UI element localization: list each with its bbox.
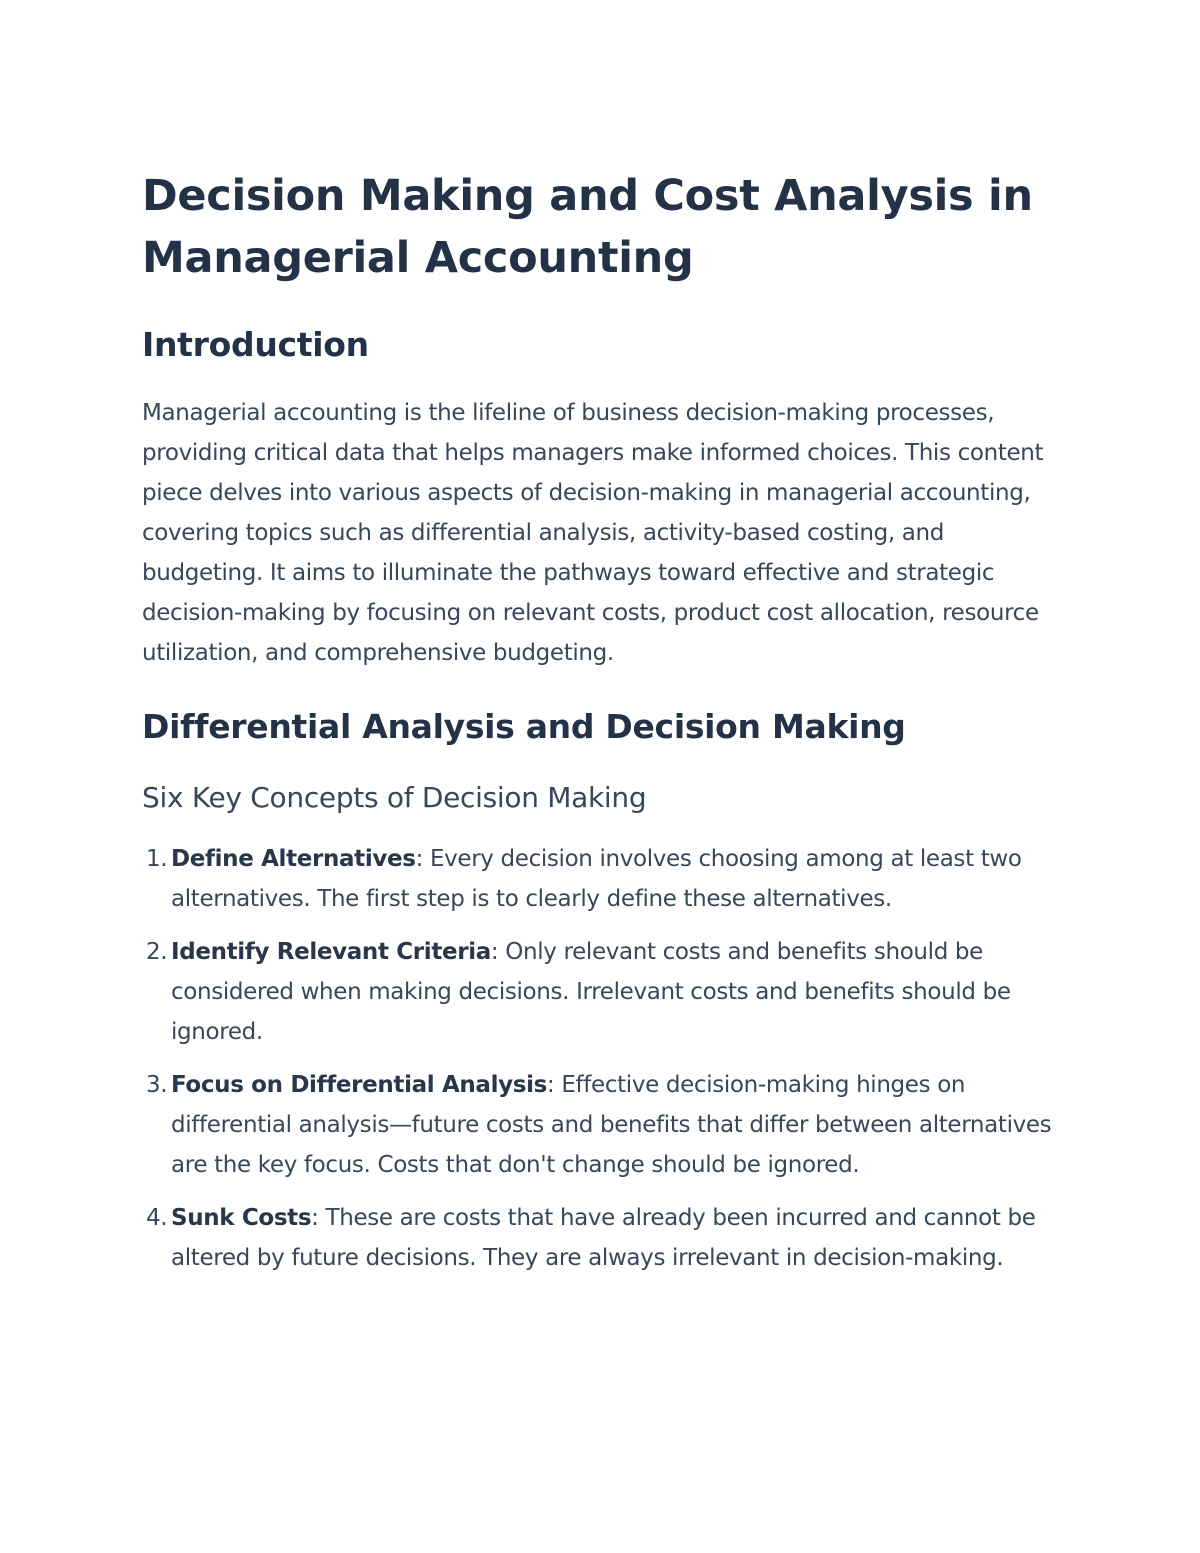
list-item-text: : These are costs that have already been incurred and cannot be altered by future decisions. They are always irrelevant in decision-making. xyxy=(171,1205,1036,1271)
key-concepts-list xyxy=(142,839,1062,1278)
subheading-six-key-concepts: Six Key Concepts of Decision Making xyxy=(142,781,647,814)
list-item-text: : Every decision involves choosing among at least two alternatives. The first step is to clearly define these alternatives. xyxy=(171,846,1022,912)
list-item-term: Focus on Differential Analysis xyxy=(171,1072,547,1098)
list-item xyxy=(142,839,1062,919)
list-item-term: Define Alternatives xyxy=(171,846,416,872)
list-item-number: 4. xyxy=(146,1205,168,1231)
list-item xyxy=(142,932,1062,1052)
list-item-text: : Effective decision-making hinges on differential analysis—future costs and benefits that differ between alternatives are the key focus. Costs that don't change should be ignored. xyxy=(171,1072,1052,1178)
list-item-term: Identify Relevant Criteria xyxy=(171,939,491,965)
list-item-term: Sunk Costs xyxy=(171,1205,312,1231)
list-item xyxy=(142,1198,1062,1278)
introduction-paragraph: Managerial accounting is the lifeline of business decision-making processes, providing critical data that helps managers make informed choices. This content piece delves into various aspects of decision-making in managerial accounting, covering topics such as differential analysis, activity-based costing, and budgeting. It aims to illuminate the pathways toward effective and strategic decision-making by focusing on relevant costs, product cost allocation, resource utilization, and comprehensive budgeting. xyxy=(142,400,1044,666)
list-item-number: 2. xyxy=(146,939,168,965)
list-item-number: 1. xyxy=(146,846,168,872)
list-item-text: : Only relevant costs and benefits should be considered when making decisions. Irrelevant costs and benefits should be ignored. xyxy=(171,939,1011,1045)
section-heading-introduction: Introduction xyxy=(142,325,369,364)
document-title: Decision Making and Cost Analysis in Managerial Accounting xyxy=(142,171,1033,283)
list-item xyxy=(142,1065,1062,1185)
list-item-number: 3. xyxy=(146,1072,168,1098)
document-page xyxy=(142,165,1062,1291)
section-heading-differential-analysis: Differential Analysis and Decision Making xyxy=(142,707,906,746)
